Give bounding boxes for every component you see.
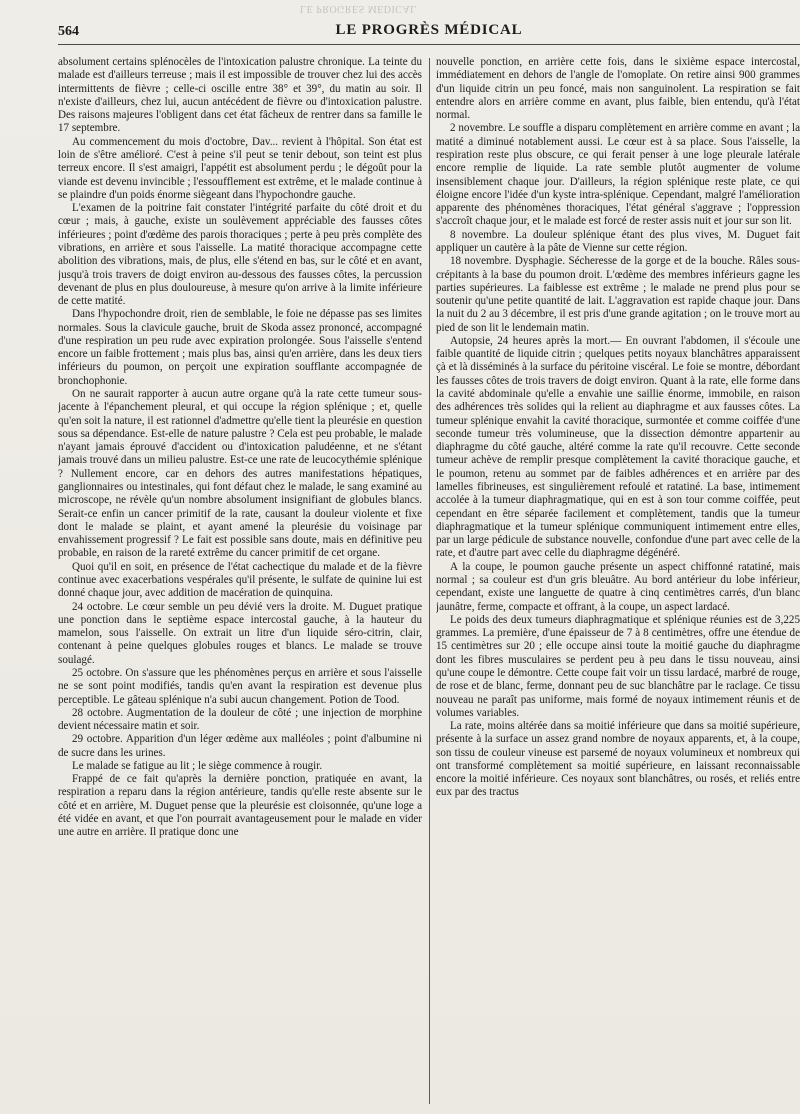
paragraph: nouvelle ponction, en arrière cette fois, dans le sixième espace intercostal, immédiatement en dehors de l'angle de l'omoplate. On retire ainsi 900 grammes d'un liquide citrin un peu foncé, mais non sanguinolent. La respiration se fait entendre alors en arrière comme en avant, plus faible, bien entendu, qu'à l'état normal. <box>436 56 800 122</box>
right-column <box>436 56 800 1106</box>
paragraph: 29 octobre. Apparition d'un léger œdème aux malléoles ; point d'albumine ni de sucre dans les urines. <box>58 733 422 759</box>
paragraph: L'examen de la poitrine fait constater l'intégrité parfaite du côté droit et du cœur ; mais, à gauche, existe un soulèvement appréciable des fausses côtes inférieures ; point d'œdème des parois thoraciques ; perte à peu près complète des vibrations, en arrière et sous l'aisselle. La matité thoracique accompagne cette abolition des vibrations, mais, de plus, elle s'étend en bas, sur le côté et en avant, jusqu'à trois travers de doigt environ au-dessous des fausses côtes, la percussion devenant de plus en plus douloureuse, à mesure qu'on arrive à la limite inférieure de cette matité. <box>58 202 422 308</box>
paragraph: Autopsie, 24 heures après la mort.— En ouvrant l'abdomen, il s'écoule une faible quantité de liquide citrin ; quelques petits noyaux blanchâtres apparaissent çà et là disséminés à la surface du péritoine viscéral. Le foie se montre, débordant les fausses côtes de trois travers de doigt environ. Quant à la rate, elle forme dans la cavité abdominale qu'elle a envahie une saillie énorme, immobile, en raison des adhérences très solides qui la relient au diaphragme et aux fausses côtes. La tumeur splénique envahit la cavité thoracique, surmontée et comme coiffée d'une seconde tumeur très volumineuse, que la dissection démontre appartenir au diaphragme du côté gauche, altéré comme la rate qu'il recouvre. Cette seconde tumeur achève de remplir presque complètement la cavité thoracique gauche, et le poumon, retenu au sommet par de faibles adhérences et en arrière par des lamelles fibrineuses, est singulièrement refoulé et ratatiné. La base, intimement accolée à la tumeur diaphragmatique, qui en est à son tour comme coiffée, peut cependant en être séparée facilement et complètement, tandis que la tumeur diaphragmatique et la tumeur splénique communiquent intimement entre elles, par un large pédicule de substance nouvelle, confondue d'une part avec celle de la rate, et d'autre part avec celle du diaphragme dégénéré. <box>436 334 800 560</box>
left-column <box>58 56 422 1106</box>
paragraph: Le malade se fatigue au lit ; le siège commence à rougir. <box>72 759 323 772</box>
paragraph: Frappé de ce fait qu'après la dernière ponction, pratiquée en avant, la respiration a reparu dans la région antérieure, tandis qu'elle reste absente sur le côté et en arrière, M. Duguet pense que la pleurésie est cloisonnée, qu'une loge a été vidée en avant, et que l'on pourrait avantageusement pour le malade en vider une autre en arrière. Il pratique donc une <box>58 773 422 839</box>
paragraph: absolument certains splénocèles de l'intoxication palustre chronique. La teinte du malade est d'ailleurs terreuse ; mais il est impossible de trouver chez lui des accès intermittents de fièvre ; celle-ci oscille entre 38° et 39°, du matin au soir. Il n'existe d'ailleurs, chez lui, aucun antécédent de fièvre ou d'intoxication palustre. Des raisons majeures l'obligent dans cet état fâcheux de rentrer dans sa famille le 17 septembre. <box>58 56 422 135</box>
page-number: 564 <box>58 24 79 39</box>
paragraph: Au commencement du mois d'octobre, Dav... revient à l'hôpital. Son état est loin de s'être amélioré. C'est à peine s'il peut se tenir debout, son teint est plus terreux encore. Il s'est amaigri, l'appétit est absolument perdu ; le dégoût pour la viande est devenu invincible ; l'essoufflement est extrême, et le malade continue à se plaindre d'un poids énorme siègeant dans l'hypochondre gauche. <box>58 135 422 201</box>
paragraph: Le poids des deux tumeurs diaphragmatique et splénique réunies est de 3,225 grammes. La première, d'une épaisseur de 7 à 8 centimètres, offre une étendue de 15 centimètres sur 20 ; elle occupe ainsi toute la moitié gauche du diaphragme dont les fibres musculaires se perdent peu à peu dans le tissu nouveau, ainsi qu'une coupe le démontre. Cette coupe fait voir un tissu lardacé, marbré de rouge, de rose et de blanc, ferme, donnant peu de suc blanchâtre par le raclage. Ce tissu nouveau ne paraît pas uniforme, mais formé de noyaux intimement réunis et de volumes variables. <box>436 613 800 719</box>
paragraph: 8 novembre. La douleur splénique étant des plus vives, M. Duguet fait appliquer un cautère à la pâte de Vienne sur cette région. <box>436 228 800 254</box>
paragraph: La rate, moins altérée dans sa moitié inférieure que dans sa moitié supérieure, présente à la surface un assez grand nombre de noyaux apparents, et, à la coupe, son tissu de couleur vineuse est parsemé de noyaux volumineux et nombreux qui ont transformé complètement sa moitié supérieure, en laissant reconnaissable encore la moitié inférieure. Ces noyaux sont blanchâtres, ou rosés, et reliés entre eux par des tractus <box>436 720 800 799</box>
running-header <box>58 18 800 45</box>
column-rule <box>429 58 430 1104</box>
paragraph: 2 novembre. Le souffle a disparu complètement en arrière comme en avant ; la matité a diminué notablement aussi. Le cœur est à sa place. Sous l'aisselle, la respiration reste plus obscure, ce qui ferait penser à une loge pleurale latérale encore remplie de liquide. La rate semble plutôt augmenter de volume insensiblement chaque jour. D'ailleurs, la région splénique reste plate, ce qui éloigne encore l'idée d'un kyste intra-splénique. Cependant, malgré l'amélioration apparente des phénomènes thoraciques, l'état général s'aggrave ; l'oppression s'accroît chaque jour, et le malade est forcé de rester assis nuit et jour sur son lit. <box>436 122 800 228</box>
paragraph: 24 octobre. Le cœur semble un peu dévié vers la droite. M. Duguet pratique une ponction dans le septième espace intercostal gauche, à la hauteur du mamelon, sous l'aisselle. On extrait un litre d'un liquide séro-citrin, clair, contenant à peine quelques globules rouges et blancs. Le malade se trouve soulagé. <box>58 600 422 666</box>
paragraph: 18 novembre. Dysphagie. Sécheresse de la gorge et de la bouche. Râles sous-crépitants à la base du poumon droit. L'œdème des membres inférieurs gagne les parties supérieures. La faiblesse est extrême ; le malade ne prend plus pour se soutenir qu'une petite quantité de lait. L'aggravation est rapide chaque jour. Dans la nuit du 2 au 3 décembre, il est pris d'une grande agitation ; on le trouve mort au pied de son lit le lendemain matin. <box>436 255 800 334</box>
journal-title: LE PROGRÈS MÉDICAL <box>335 22 523 38</box>
paragraph: A la coupe, le poumon gauche présente un aspect chiffonné ratatiné, mais normal ; sa couleur est d'un gris bleuâtre. Au bord antérieur du lobe inférieur, cependant, existe une languette de quatre à cinq centimètres carrés, d'un blanc jaunâtre, ferme, compacte et offrant, à la coupe, un aspect lardacé. <box>436 560 800 613</box>
paragraph: 28 octobre. Augmentation de la douleur de côté ; une injection de morphine devient nécessaire matin et soir. <box>58 706 422 733</box>
paragraph: On ne saurait rapporter à aucun autre organe qu'à la rate cette tumeur sous-jacente à l'épanchement pleural, et qui occupe la région splénique ; et, quelle qu'en soit la nature, il est rationnel d'admettre qu'elle tient la pleurésie en question sous sa dépendance. Est-elle de nature palustre ? Cela est peu probable, le malade n'ayant jamais éprouvé d'accident ou d'intoxication paludéenne, et ne s'étant jamais trouvé dans un milieu palustre. Est-ce une rate de leucocythémie splénique ? Nullement encore, car en dehors des autres manifestations hépatiques, ganglionnaires ou intestinales, qui font défaut chez le malade, le sang examiné au microscope, ne révèle qu'un nombre absolument insignifiant de globules blancs. Serait-ce enfin un cancer primitif de la rate, causant la douleur violente et fixe dont le malade se plaint, et ayant amené la pleurésie du voisinage par envahissement progressif ? Le fait est possible sans doute, mais en définitive peu probable, en raison de la rareté extrême du cancer primitif de cet organe. <box>58 388 422 560</box>
paragraph: Quoi qu'il en soit, en présence de l'état cachectique du malade et de la fièvre continue avec exacerbations vespérales qu'il présente, le sulfate de quinine lui est donné chaque jour, avec addition de macération de quinquina. <box>58 560 422 600</box>
bleed-through-text: LE PROGRÈS MÉDICAL <box>300 3 417 14</box>
paragraph: Dans l'hypochondre droit, rien de semblable, le foie ne dépasse pas ses limites normales. Sous la clavicule gauche, bruit de Skoda assez prononcé, accompagné d'une respiration un peu rude avec expiration prolongée. Sous l'aisselle s'entend encore un faible frottement ; mais plus bas, ainsi qu'en arrière, dans les deux tiers inférieurs du poumon, on perçoit une expiration soufflante accompagnée de bronchophonie. <box>58 308 422 387</box>
paragraph: 25 octobre. On s'assure que les phénomènes perçus en arrière et sous l'aisselle ne se sont point modifiés, tandis qu'en avant la respiration est devenue plus perceptible. Le gâteau splénique n'a subi aucun changement. Potion de Tood. <box>58 666 422 706</box>
